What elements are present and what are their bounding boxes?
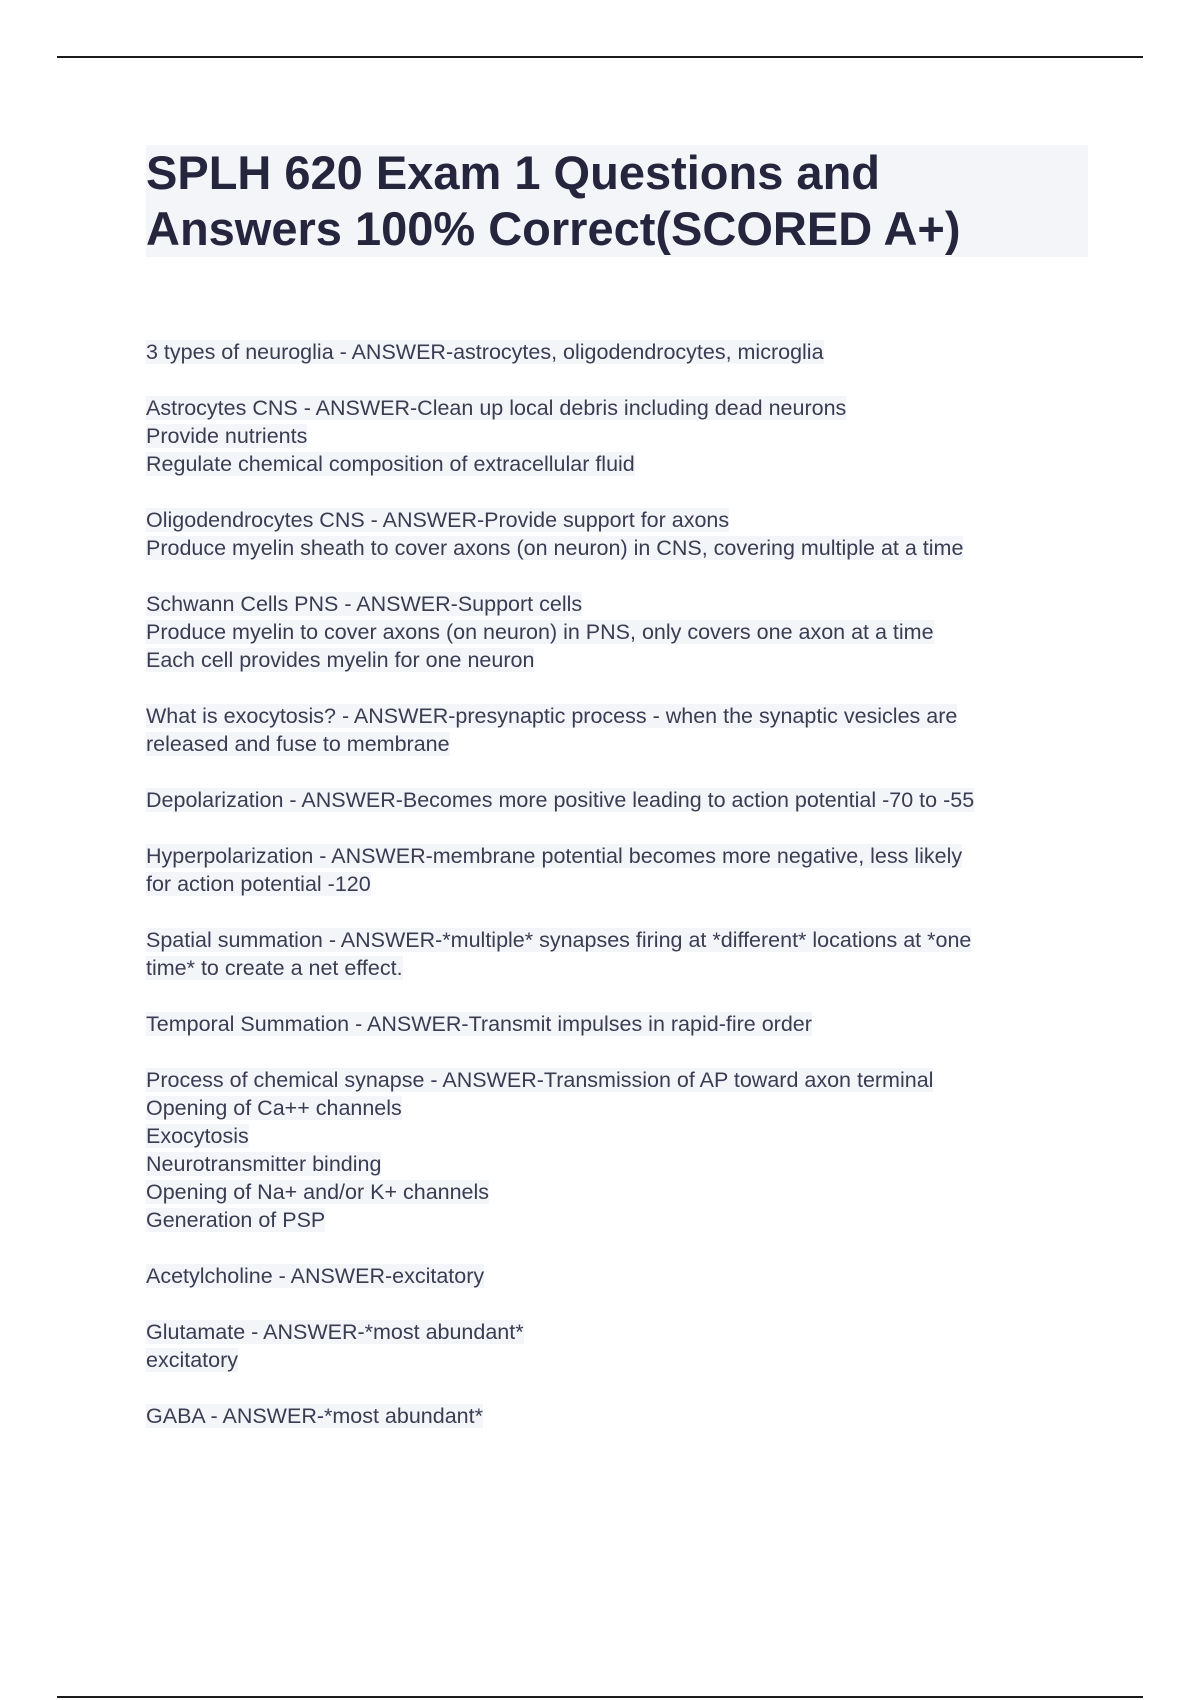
qa-line: What is exocytosis? - ANSWER-presynaptic process - when the synaptic vesicles are — [146, 704, 958, 728]
qa-line: Opening of Na+ and/or K+ channels — [146, 1180, 490, 1204]
qa-item-schwann-cells — [146, 590, 1096, 674]
qa-line: Hyperpolarization - ANSWER-membrane potential becomes more negative, less likely — [146, 844, 963, 868]
qa-line: Depolarization - ANSWER-Becomes more positive leading to action potential -70 to -55 — [146, 788, 975, 812]
qa-item-spatial-summation — [146, 926, 1096, 982]
qa-item-acetylcholine — [146, 1262, 1096, 1290]
qa-item-astrocytes — [146, 394, 1096, 478]
qa-line: time* to create a net effect. — [146, 956, 403, 980]
qa-line: Generation of PSP — [146, 1208, 326, 1232]
qa-item-chemical-synapse — [146, 1066, 1096, 1234]
qa-line: Process of chemical synapse - ANSWER-Transmission of AP toward axon terminal — [146, 1068, 934, 1092]
qa-line: Opening of Ca++ channels — [146, 1096, 402, 1120]
title-line: Answers 100% Correct(SCORED A+) — [146, 202, 961, 255]
qa-line: Spatial summation - ANSWER-*multiple* synapses firing at *different* locations at *one — [146, 928, 972, 952]
qa-item-gaba — [146, 1402, 1096, 1430]
title-line: SPLH 620 Exam 1 Questions and — [146, 146, 880, 199]
qa-line: for action potential -120 — [146, 872, 371, 896]
qa-line: Regulate chemical composition of extracellular fluid — [146, 452, 635, 476]
qa-item-neuroglia-types — [146, 338, 1096, 366]
qa-item-depolarization — [146, 786, 1096, 814]
qa-item-oligodendrocytes — [146, 506, 1096, 562]
qa-line: Temporal Summation - ANSWER-Transmit impulses in rapid-fire order — [146, 1012, 812, 1036]
qa-item-temporal-summation — [146, 1010, 1096, 1038]
bottom-rule — [57, 1696, 1143, 1698]
qa-line: excitatory — [146, 1348, 239, 1372]
qa-line: Neurotransmitter binding — [146, 1152, 382, 1176]
qa-line: Schwann Cells PNS - ANSWER-Support cells — [146, 592, 583, 616]
qa-line: Each cell provides myelin for one neuron — [146, 648, 535, 672]
qa-line: Provide nutrients — [146, 424, 308, 448]
qa-line: Exocytosis — [146, 1124, 249, 1148]
qa-item-exocytosis — [146, 702, 1096, 758]
qa-line: Oligodendrocytes CNS - ANSWER-Provide support for axons — [146, 508, 730, 532]
document-title — [146, 145, 1088, 257]
qa-line: GABA - ANSWER-*most abundant* — [146, 1404, 483, 1428]
qa-line: Acetylcholine - ANSWER-excitatory — [146, 1264, 485, 1288]
top-rule — [57, 56, 1143, 58]
qa-item-hyperpolarization — [146, 842, 1096, 898]
qa-list — [146, 338, 1096, 1458]
qa-item-glutamate — [146, 1318, 1096, 1374]
qa-line: 3 types of neuroglia - ANSWER-astrocytes, oligodendrocytes, microglia — [146, 340, 824, 364]
qa-line: Produce myelin to cover axons (on neuron) in PNS, only covers one axon at a time — [146, 620, 934, 644]
qa-line: Astrocytes CNS - ANSWER-Clean up local debris including dead neurons — [146, 396, 847, 420]
qa-line: Produce myelin sheath to cover axons (on neuron) in CNS, covering multiple at a time — [146, 536, 964, 560]
qa-line: released and fuse to membrane — [146, 732, 450, 756]
qa-line: Glutamate - ANSWER-*most abundant* — [146, 1320, 524, 1344]
